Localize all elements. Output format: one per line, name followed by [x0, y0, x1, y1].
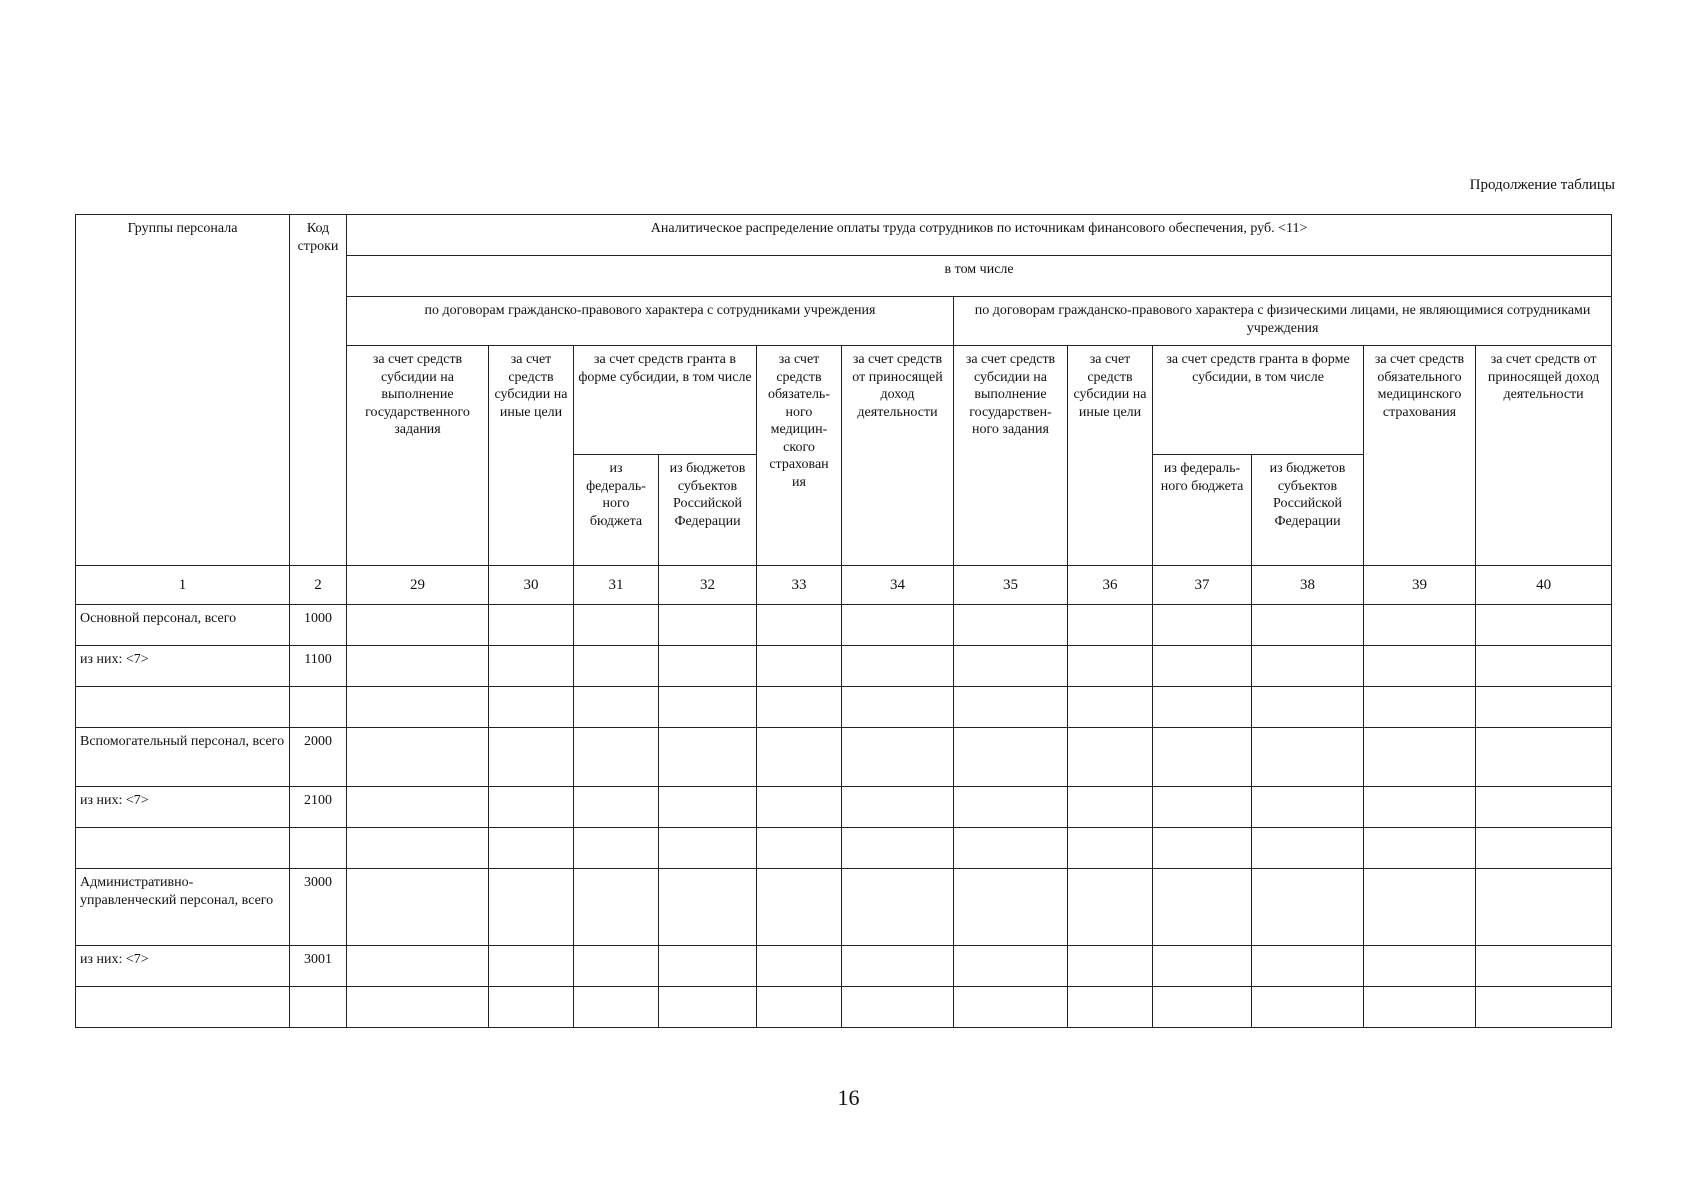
data-cell — [489, 987, 574, 1028]
data-cell — [347, 987, 489, 1028]
data-cell — [659, 987, 757, 1028]
data-cell — [347, 787, 489, 828]
data-cell — [842, 646, 954, 687]
table-row — [76, 605, 1612, 646]
header-b-income: за счет средств от приносящей доход деятельности — [1476, 346, 1612, 566]
column-number: 35 — [954, 566, 1068, 605]
data-cell — [842, 869, 954, 946]
data-cell — [757, 787, 842, 828]
header-b-grant-reg: из бюджетов субъектов Российской Федерации — [1252, 455, 1364, 566]
row-code — [290, 687, 347, 728]
table-row — [76, 646, 1612, 687]
data-cell — [489, 687, 574, 728]
data-cell — [954, 605, 1068, 646]
data-cell — [757, 687, 842, 728]
row-code: 2000 — [290, 728, 347, 787]
row-label — [76, 687, 290, 728]
data-cell — [659, 728, 757, 787]
data-cell — [574, 987, 659, 1028]
row-code: 3000 — [290, 869, 347, 946]
data-cell — [1476, 728, 1612, 787]
data-cell — [574, 687, 659, 728]
data-cell — [1153, 987, 1252, 1028]
data-cell — [757, 828, 842, 869]
header-row-1 — [76, 215, 1612, 256]
data-cell — [1252, 946, 1364, 987]
data-cell — [1364, 728, 1476, 787]
header-group-col: Группы персонала — [76, 215, 290, 566]
column-number: 36 — [1068, 566, 1153, 605]
data-cell — [347, 605, 489, 646]
data-cell — [489, 828, 574, 869]
header-a-income: за счет средств от приносящей доход деятельности — [842, 346, 954, 566]
data-cell — [574, 946, 659, 987]
data-cell — [489, 787, 574, 828]
data-cell — [757, 646, 842, 687]
row-label: из них: <7> — [76, 646, 290, 687]
data-cell — [659, 646, 757, 687]
column-number: 39 — [1364, 566, 1476, 605]
data-cell — [347, 828, 489, 869]
row-code: 3001 — [290, 946, 347, 987]
data-cell — [1476, 869, 1612, 946]
column-number: 33 — [757, 566, 842, 605]
row-code: 1000 — [290, 605, 347, 646]
row-label — [76, 987, 290, 1028]
row-label: Административно-управленческий персонал, всего — [76, 869, 290, 946]
table-row — [76, 687, 1612, 728]
header-main-title: Аналитическое распределение оплаты труда сотрудников по источникам финансового обеспечения, руб. <11> — [347, 215, 1612, 256]
data-cell — [1476, 987, 1612, 1028]
row-code: 2100 — [290, 787, 347, 828]
table-row — [76, 787, 1612, 828]
row-label: из них: <7> — [76, 787, 290, 828]
data-cell — [574, 646, 659, 687]
data-cell — [1252, 728, 1364, 787]
column-number-row — [76, 566, 1612, 605]
data-cell — [1068, 687, 1153, 728]
data-cell — [1364, 605, 1476, 646]
column-number: 2 — [290, 566, 347, 605]
data-cell — [659, 687, 757, 728]
data-cell — [1068, 828, 1153, 869]
data-cell — [1476, 646, 1612, 687]
data-cell — [1153, 646, 1252, 687]
table-row — [76, 728, 1612, 787]
header-b-grant-fed: из федераль-ного бюджета — [1153, 455, 1252, 566]
column-number: 34 — [842, 566, 954, 605]
data-cell — [574, 869, 659, 946]
data-cell — [842, 687, 954, 728]
header-b-grant: за счет средств гранта в форме субсидии, в том числе — [1153, 346, 1364, 455]
header-group-a: по договорам гражданско-правового характера с сотрудниками учреждения — [347, 297, 954, 346]
row-label — [76, 828, 290, 869]
data-cell — [954, 946, 1068, 987]
data-cell — [659, 869, 757, 946]
data-cell — [489, 946, 574, 987]
data-cell — [347, 946, 489, 987]
data-cell — [1153, 869, 1252, 946]
data-cell — [1068, 869, 1153, 946]
header-a-other: за счет средств субсидии на иные цели — [489, 346, 574, 566]
data-cell — [1153, 728, 1252, 787]
data-cell — [954, 646, 1068, 687]
data-cell — [1476, 687, 1612, 728]
data-cell — [954, 728, 1068, 787]
data-cell — [842, 787, 954, 828]
data-cell — [1476, 787, 1612, 828]
data-cell — [347, 646, 489, 687]
column-number: 31 — [574, 566, 659, 605]
page-number: 16 — [837, 1085, 860, 1110]
header-code-col: Код строки — [290, 215, 347, 566]
column-number: 38 — [1252, 566, 1364, 605]
data-cell — [574, 828, 659, 869]
data-cell — [1252, 828, 1364, 869]
column-number: 32 — [659, 566, 757, 605]
header-a-grant-fed: из федераль-ного бюджета — [574, 455, 659, 566]
data-cell — [1252, 787, 1364, 828]
header-a-grant: за счет средств гранта в форме субсидии, в том числе — [574, 346, 757, 455]
row-code: 1100 — [290, 646, 347, 687]
row-code — [290, 987, 347, 1028]
data-cell — [489, 728, 574, 787]
data-cell — [842, 946, 954, 987]
header-including: в том числе — [347, 256, 1612, 297]
data-cell — [574, 787, 659, 828]
data-cell — [1252, 869, 1364, 946]
data-cell — [954, 869, 1068, 946]
table-row — [76, 828, 1612, 869]
header-b-other: за счет средств субсидии на иные цели — [1068, 346, 1153, 566]
data-cell — [1252, 987, 1364, 1028]
header-b-state-task: за счет средств субсидии на выполнение государствен-ного задания — [954, 346, 1068, 566]
data-cell — [659, 946, 757, 987]
data-cell — [757, 869, 842, 946]
column-number: 37 — [1153, 566, 1252, 605]
data-cell — [954, 687, 1068, 728]
column-number: 1 — [76, 566, 290, 605]
data-cell — [574, 605, 659, 646]
data-cell — [1364, 787, 1476, 828]
data-cell — [842, 605, 954, 646]
data-cell — [1364, 687, 1476, 728]
data-cell — [347, 687, 489, 728]
data-cell — [1364, 869, 1476, 946]
data-cell — [659, 605, 757, 646]
row-label: Вспомогательный персонал, всего — [76, 728, 290, 787]
data-cell — [347, 728, 489, 787]
data-cell — [1068, 946, 1153, 987]
data-cell — [347, 869, 489, 946]
data-cell — [757, 946, 842, 987]
data-cell — [954, 787, 1068, 828]
data-cell — [1068, 787, 1153, 828]
data-cell — [842, 828, 954, 869]
header-group-b: по договорам гражданско-правового характера с физическими лицами, не являющимися сотрудниками учреждения — [954, 297, 1612, 346]
row-label: Основной персонал, всего — [76, 605, 290, 646]
column-number: 30 — [489, 566, 574, 605]
data-cell — [1364, 987, 1476, 1028]
column-number: 40 — [1476, 566, 1612, 605]
data-cell — [1153, 605, 1252, 646]
data-cell — [574, 728, 659, 787]
data-cell — [757, 728, 842, 787]
data-cell — [1476, 828, 1612, 869]
data-cell — [757, 987, 842, 1028]
data-cell — [1476, 605, 1612, 646]
data-cell — [757, 605, 842, 646]
data-cell — [489, 605, 574, 646]
data-cell — [954, 828, 1068, 869]
row-code — [290, 828, 347, 869]
table-row — [76, 987, 1612, 1028]
header-a-oms: за счет средств обязатель-ного медицин-ского страхован ия — [757, 346, 842, 566]
data-cell — [1252, 646, 1364, 687]
data-cell — [842, 987, 954, 1028]
data-cell — [659, 787, 757, 828]
data-cell — [1476, 946, 1612, 987]
data-cell — [1068, 728, 1153, 787]
table-row — [76, 946, 1612, 987]
data-cell — [1153, 787, 1252, 828]
data-cell — [1153, 687, 1252, 728]
data-cell — [489, 646, 574, 687]
data-cell — [1252, 605, 1364, 646]
header-a-state-task: за счет средств субсидии на выполнение государственного задания — [347, 346, 489, 566]
data-cell — [954, 987, 1068, 1028]
data-cell — [489, 869, 574, 946]
staff-pay-table — [75, 214, 1612, 1028]
continuation-label: Продолжение таблицы — [1469, 177, 1615, 193]
table-row — [76, 869, 1612, 946]
data-cell — [1153, 828, 1252, 869]
data-cell — [1364, 646, 1476, 687]
data-cell — [1068, 605, 1153, 646]
data-cell — [1252, 687, 1364, 728]
data-cell — [1364, 946, 1476, 987]
header-b-oms: за счет средств обязательного медицинского страхования — [1364, 346, 1476, 566]
data-cell — [842, 728, 954, 787]
row-label: из них: <7> — [76, 946, 290, 987]
data-cell — [1364, 828, 1476, 869]
data-cell — [1153, 946, 1252, 987]
header-a-grant-reg: из бюджетов субъектов Российской Федерации — [659, 455, 757, 566]
column-number: 29 — [347, 566, 489, 605]
data-cell — [659, 828, 757, 869]
data-cell — [1068, 646, 1153, 687]
data-cell — [1068, 987, 1153, 1028]
